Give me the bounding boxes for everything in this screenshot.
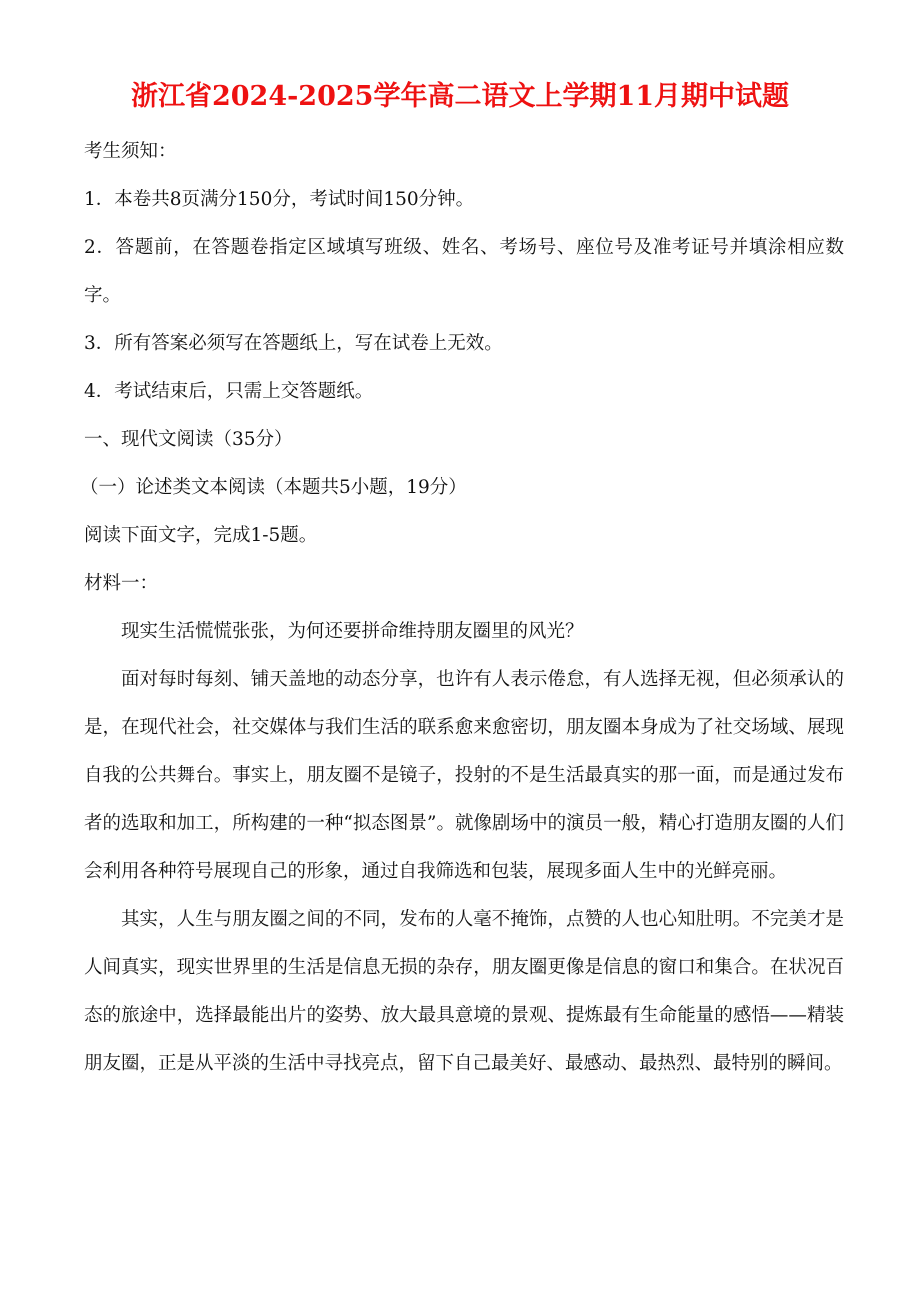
material-label: 材料一： — [84, 573, 159, 594]
paragraph-1: 现实生活慌慌张张，为何还要拼命维持朋友圈里的风光？ — [121, 621, 584, 642]
subsection-heading: （一）论述类文本阅读（本题共5小题，19分） — [80, 477, 467, 498]
exam-title: 浙江省2024-2025学年高二语文上学期11月期中试题 — [130, 81, 790, 112]
notice-item-3: 3．所有答案必须写在答题纸上，写在试卷上无效。 — [84, 333, 503, 354]
document-body — [80, 128, 844, 1088]
notice-item-4: 4．考试结束后，只需上交答题纸。 — [84, 381, 374, 402]
notice-item-1: 1．本卷共8页满分150分，考试时间150分钟。 — [84, 189, 475, 210]
paragraph-3: 其实，人生与朋友圈之间的不同，发布的人毫不掩饰，点赞的人也心知肚明。不完美才是人间真实，现实世界里的生活是信息无损的杂存，朋友圈更像是信息的窗口和集合。在状况百态的旅途中，选择最能出片的姿势、放大最具意境的景观、提炼最有生命能量的感悟——精装朋友圈，正是从平淡的生活中寻找亮点，留下自己最美好、最感动、最热烈、最特别的瞬间。 — [84, 909, 844, 1074]
section-heading: 一、现代文阅读（35分） — [84, 429, 293, 450]
notice-heading: 考生须知： — [84, 141, 177, 162]
reading-instruction: 阅读下面文字，完成1-5题。 — [84, 525, 318, 546]
paragraph-2: 面对每时每刻、铺天盖地的动态分享，也许有人表示倦怠，有人选择无视，但必须承认的是，在现代社会，社交媒体与我们生活的联系愈来愈密切，朋友圈本身成为了社交场域、展现自我的公共舞台。事实上，朋友圈不是镜子，投射的不是生活最真实的那一面，而是通过发布者的选取和加工，所构建的一种“拟态图景”。就像剧场中的演员一般，精心打造朋友圈的人们会利用各种符号展现自己的形象，通过自我筛选和包装，展现多面人生中的光鲜亮丽。 — [84, 669, 844, 882]
notice-item-2: 2．答题前，在答题卷指定区域填写班级、姓名、考场号、座位号及准考证号并填涂相应数字。 — [84, 237, 844, 306]
